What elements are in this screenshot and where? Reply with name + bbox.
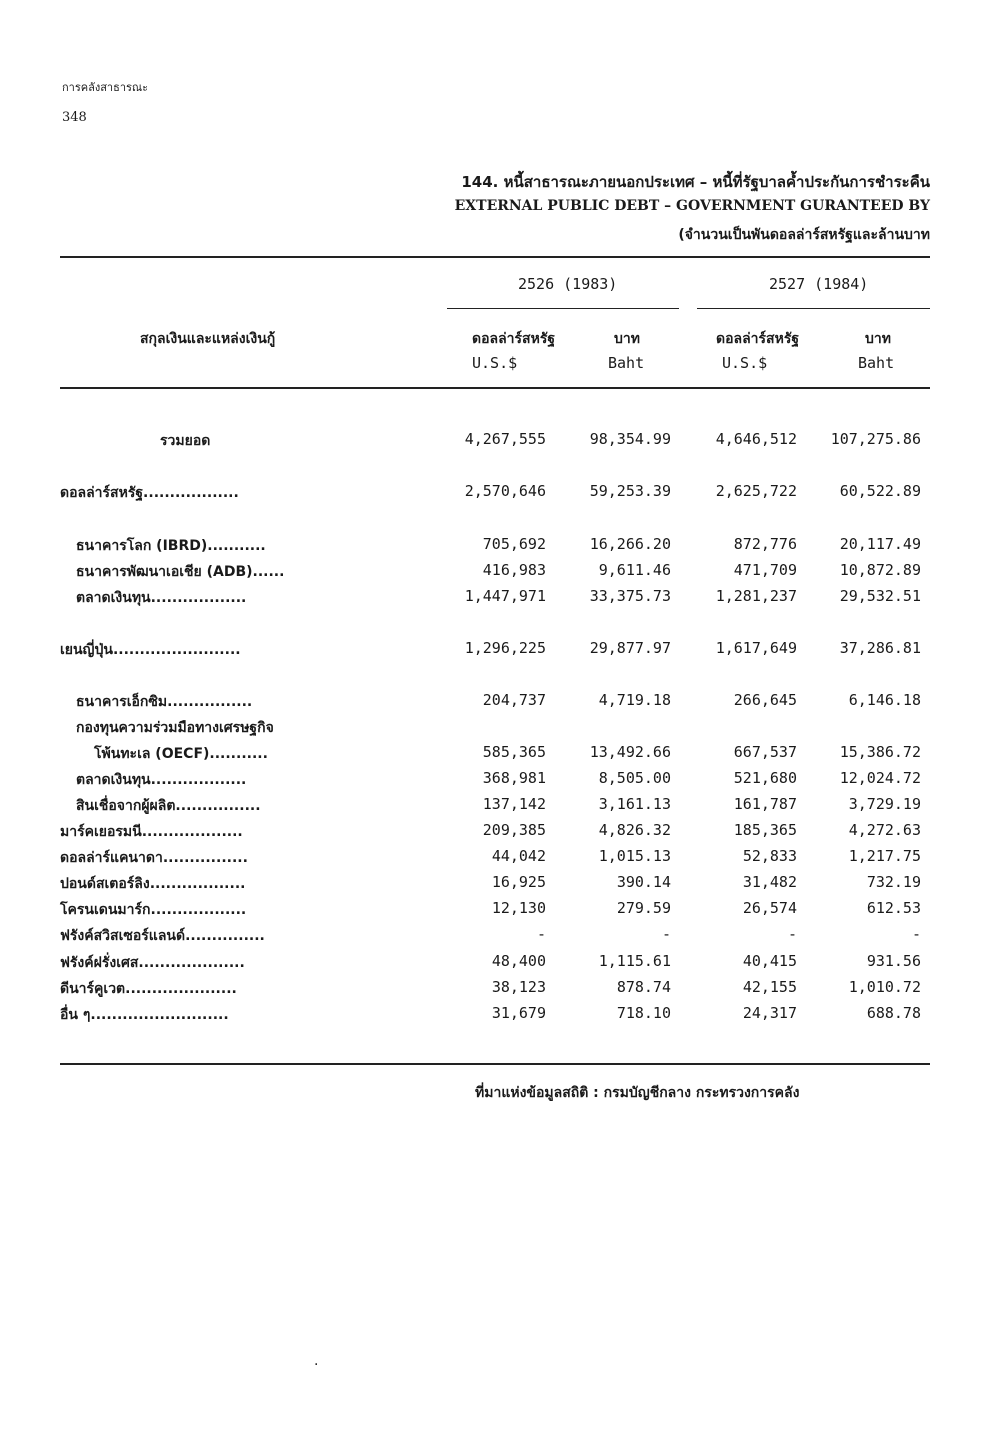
cell-baht-1983: 59,253.39	[589, 482, 671, 500]
cell-baht-1983: 13,492.66	[589, 743, 671, 761]
cell-baht-1983: 1,115.61	[598, 952, 671, 970]
cell-usd-1984: 2,625,722	[715, 482, 797, 500]
cell-usd-1984: 42,155	[742, 978, 797, 996]
cell-usd-1984: 521,680	[733, 769, 797, 787]
cell-baht-1984: 732.19	[866, 873, 921, 891]
scan-speck: ·	[314, 1357, 319, 1373]
cell-usd-1984: 471,709	[733, 561, 797, 579]
row-label: ฟรังค์ฝรั่งเศส....................	[60, 955, 245, 971]
running-header: การคลังสาธารณะ	[62, 81, 149, 94]
cell-baht-1984: 6,146.18	[848, 691, 921, 709]
cell-usd-1984: 161,787	[733, 795, 797, 813]
cell-usd-1984: 26,574	[742, 899, 797, 917]
row-label: อื่น ๆ..........................	[60, 1007, 229, 1023]
row-label: ธนาคารพัฒนาเอเชีย (ADB)......	[76, 564, 285, 580]
subhead-baht-en-1984: Baht	[858, 354, 895, 372]
cell-baht-1983: 29,877.97	[589, 639, 671, 657]
cell-usd-1984: 40,415	[742, 952, 797, 970]
cell-baht-1984: 4,272.63	[848, 821, 921, 839]
cell-usd-1983: 1,296,225	[464, 639, 546, 657]
cell-baht-1984: 107,275.86	[830, 430, 921, 448]
cell-usd-1983: 137,142	[482, 795, 546, 813]
cell-usd-1983: 209,385	[482, 821, 546, 839]
row-label: ปอนด์สเตอร์ลิง..................	[60, 876, 246, 892]
subhead-baht-en-1983: Baht	[608, 354, 645, 372]
cell-baht-1983: 279.59	[616, 899, 671, 917]
cell-baht-1983: 4,719.18	[598, 691, 671, 709]
cell-baht-1984: 29,532.51	[839, 587, 921, 605]
year-1983-underline	[447, 308, 679, 309]
cell-usd-1984: 1,281,237	[715, 587, 797, 605]
row-label: ธนาคารโลก (IBRD)...........	[76, 538, 266, 554]
cell-baht-1983: 33,375.73	[589, 587, 671, 605]
cell-baht-1984: 1,217.75	[848, 847, 921, 865]
row-label: กองทุนความร่วมมือทางเศรษฐกิจ	[76, 720, 274, 736]
cell-usd-1983: 2,570,646	[464, 482, 546, 500]
row-label: สินเชื่อจากผู้ผลิต................	[76, 798, 261, 814]
year-header-1984: 2527 (1984)	[769, 275, 869, 293]
cell-baht-1984: 612.53	[866, 899, 921, 917]
cell-baht-1983: 9,611.46	[598, 561, 671, 579]
table-unit-note: (จำนวนเป็นพันดอลล่าร์สหรัฐและล้านบาท	[678, 227, 930, 243]
cell-baht-1983: 8,505.00	[598, 769, 671, 787]
cell-usd-1983: 12,130	[491, 899, 546, 917]
cell-baht-1984: 931.56	[866, 952, 921, 970]
row-label: ตลาดเงินทุน..................	[76, 590, 247, 606]
year-header-1983: 2526 (1983)	[518, 275, 618, 293]
cell-usd-1983: 204,737	[482, 691, 546, 709]
cell-baht-1983: 718.10	[616, 1004, 671, 1022]
cell-usd-1983: -	[536, 925, 546, 943]
cell-baht-1983: 4,826.32	[598, 821, 671, 839]
row-label: ตลาดเงินทุน..................	[76, 772, 247, 788]
row-label: ดอลล่าร์แคนาดา................	[60, 850, 248, 866]
top-rule	[60, 256, 930, 258]
cell-baht-1983: 1,015.13	[598, 847, 671, 865]
page-number: 348	[62, 110, 87, 125]
row-label: เยนญี่ปุ่น........................	[60, 642, 241, 658]
cell-baht-1984: 688.78	[866, 1004, 921, 1022]
cell-usd-1983: 44,042	[491, 847, 546, 865]
cell-baht-1984: 15,386.72	[839, 743, 921, 761]
cell-usd-1983: 705,692	[482, 535, 546, 553]
cell-usd-1984: 872,776	[733, 535, 797, 553]
cell-usd-1983: 16,925	[491, 873, 546, 891]
row-label: โพ้นทะเล (OECF)...........	[94, 746, 268, 762]
cell-usd-1984: 1,617,649	[715, 639, 797, 657]
subhead-baht-thai-1984: บาท	[865, 331, 891, 347]
subhead-usd-en-1984: U.S.$	[722, 354, 768, 372]
row-label: รวมยอด	[160, 433, 211, 449]
subhead-usd-thai-1983: ดอลล่าร์สหรัฐ	[472, 331, 556, 347]
row-label: ธนาคารเอ็กซิม................	[76, 694, 253, 710]
cell-usd-1983: 416,983	[482, 561, 546, 579]
row-label: โครนเดนมาร์ก..................	[60, 902, 247, 918]
cell-usd-1984: 667,537	[733, 743, 797, 761]
header-bottom-rule	[60, 387, 930, 389]
cell-baht-1984: -	[911, 925, 921, 943]
row-label: ฟรังค์สวิสเซอร์แลนด์...............	[60, 928, 265, 944]
table-bottom-rule	[60, 1063, 930, 1065]
cell-baht-1983: 16,266.20	[589, 535, 671, 553]
cell-usd-1984: 24,317	[742, 1004, 797, 1022]
cell-usd-1983: 31,679	[491, 1004, 546, 1022]
cell-baht-1984: 37,286.81	[839, 639, 921, 657]
cell-usd-1983: 48,400	[491, 952, 546, 970]
cell-usd-1984: 266,645	[733, 691, 797, 709]
cell-baht-1984: 1,010.72	[848, 978, 921, 996]
cell-usd-1984: 31,482	[742, 873, 797, 891]
cell-usd-1983: 585,365	[482, 743, 546, 761]
table-title-english: EXTERNAL PUBLIC DEBT – GOVERNMENT GURANTEED BY	[454, 198, 930, 214]
cell-usd-1984: 185,365	[733, 821, 797, 839]
table-title-thai: 144. หนี้สาธารณะภายนอกประเทศ – หนี้ที่รัฐบาลค้ำประกันการชำระคืน	[461, 173, 930, 191]
cell-baht-1984: 60,522.89	[839, 482, 921, 500]
cell-usd-1983: 1,447,971	[464, 587, 546, 605]
subhead-baht-thai-1983: บาท	[614, 331, 640, 347]
cell-usd-1983: 368,981	[482, 769, 546, 787]
cell-baht-1983: -	[661, 925, 671, 943]
cell-baht-1983: 878.74	[616, 978, 671, 996]
cell-baht-1984: 10,872.89	[839, 561, 921, 579]
cell-usd-1984: -	[787, 925, 797, 943]
cell-baht-1983: 3,161.13	[598, 795, 671, 813]
row-label: ดีนาร์คูเวต.....................	[60, 981, 237, 997]
cell-baht-1984: 12,024.72	[839, 769, 921, 787]
cell-baht-1984: 3,729.19	[848, 795, 921, 813]
cell-usd-1983: 4,267,555	[464, 430, 546, 448]
source-note: ที่มาแห่งข้อมูลสถิติ : กรมบัญชีกลาง กระทรวงการคลัง	[475, 1085, 800, 1101]
cell-usd-1983: 38,123	[491, 978, 546, 996]
row-header-label: สกุลเงินและแหล่งเงินกู้	[140, 331, 276, 347]
year-1984-underline	[697, 308, 930, 309]
subhead-usd-en-1983: U.S.$	[472, 354, 518, 372]
cell-usd-1984: 4,646,512	[715, 430, 797, 448]
cell-baht-1984: 20,117.49	[839, 535, 921, 553]
row-label: มาร์คเยอรมนี...................	[60, 824, 243, 840]
cell-usd-1984: 52,833	[742, 847, 797, 865]
subhead-usd-thai-1984: ดอลล่าร์สหรัฐ	[716, 331, 800, 347]
cell-baht-1983: 390.14	[616, 873, 671, 891]
cell-baht-1983: 98,354.99	[589, 430, 671, 448]
row-label: ดอลล่าร์สหรัฐ..................	[60, 485, 239, 501]
